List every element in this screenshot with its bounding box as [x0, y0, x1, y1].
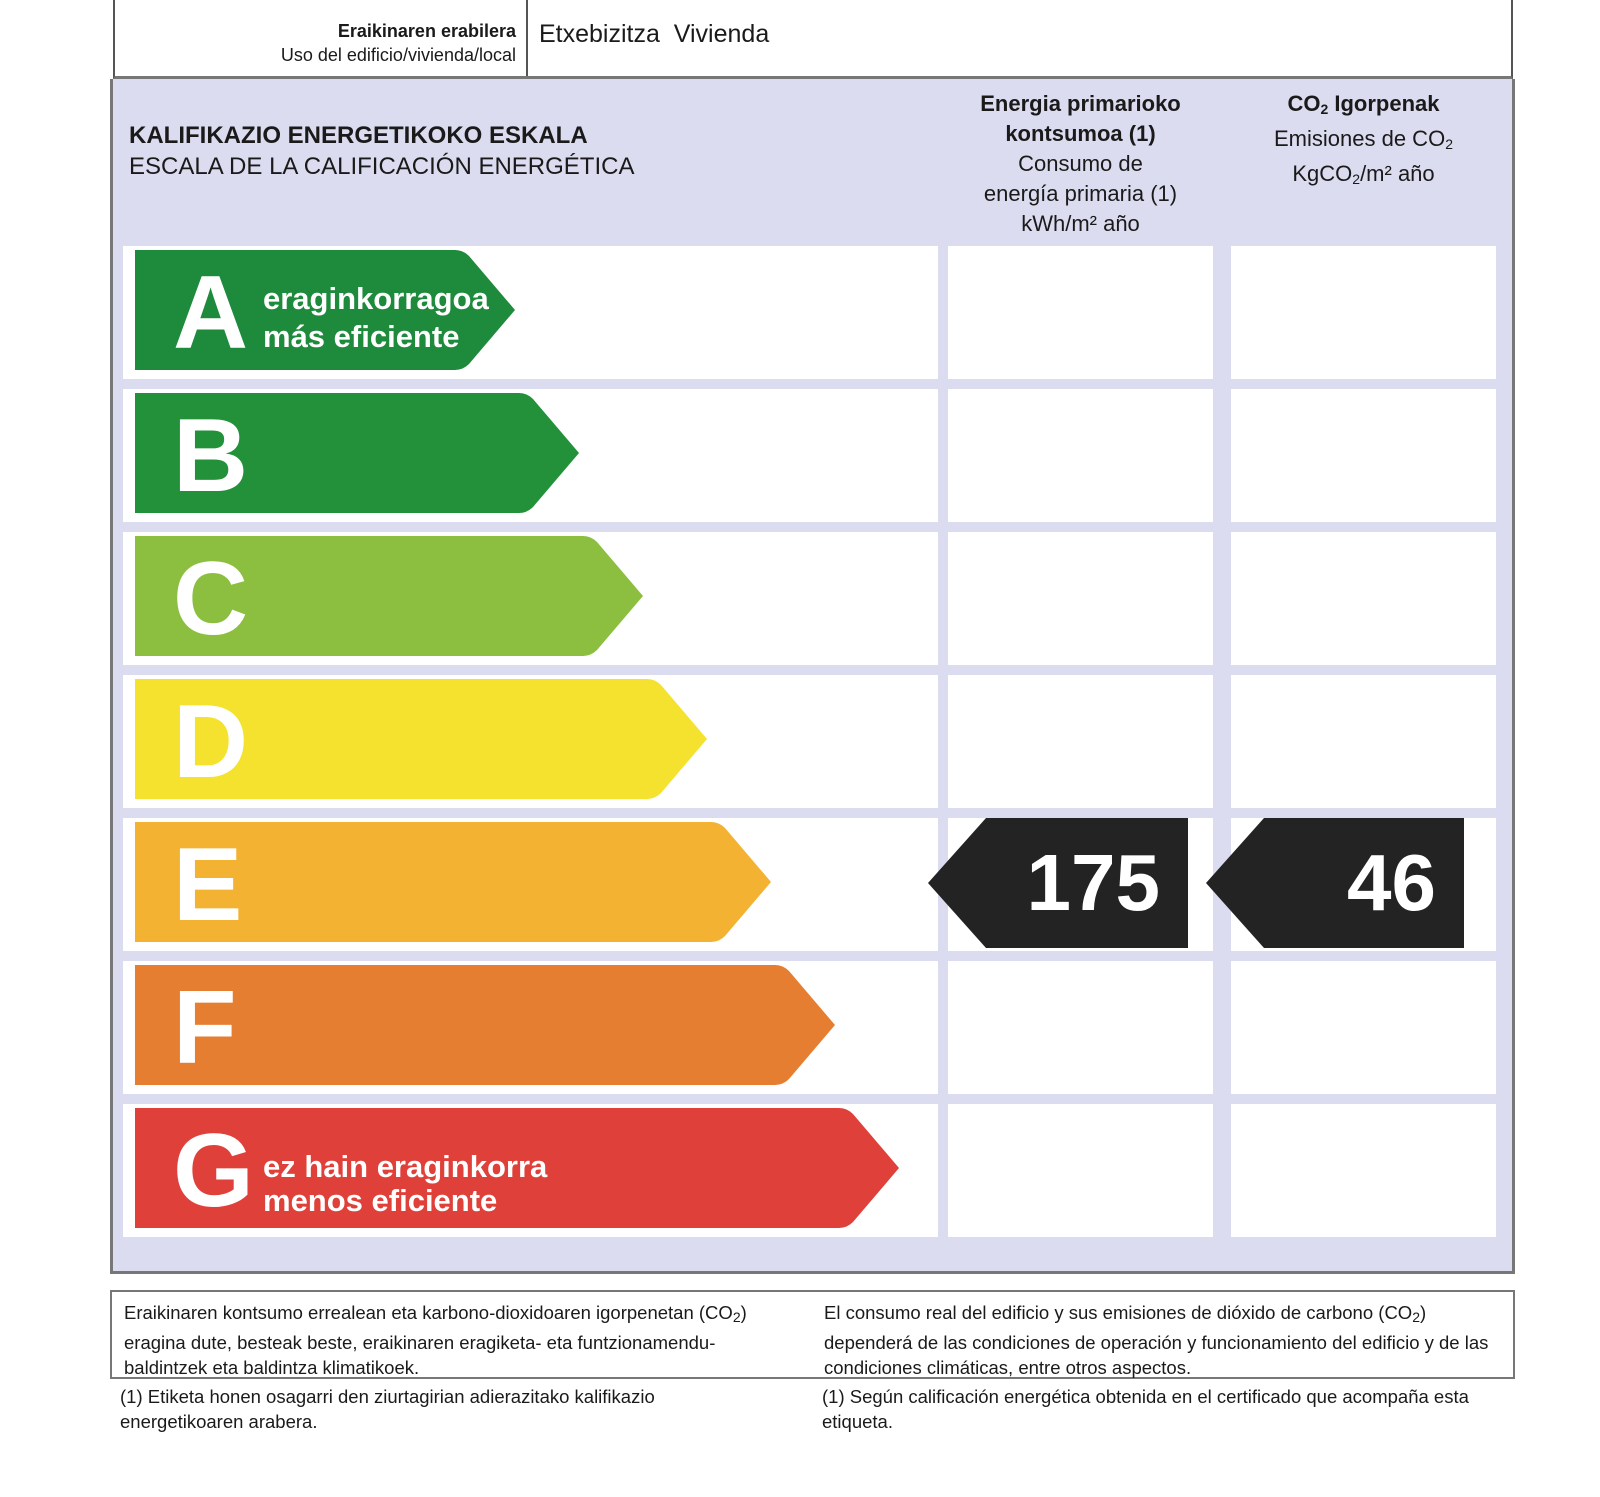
energy-cell-d — [948, 675, 1213, 808]
usage-label-eu: Eraikinaren erabilera — [337, 21, 516, 41]
energy-cell-g — [948, 1104, 1213, 1237]
note-eu-pre: Eraikinaren kontsumo errealean eta karbono-dioxidoaren igorpenetan (CO — [124, 1302, 733, 1323]
co2-header-line1-post: Igorpenak — [1328, 91, 1440, 116]
scale-title-es: ESCALA DE LA CALIFICACIÓN ENERGÉTICA — [129, 153, 635, 180]
rating-arrow-f — [135, 965, 835, 1090]
rating-row-b — [123, 389, 938, 522]
footnote-eu: (1) Etiketa honen osagarri den ziurtagirian adierazitako kalifikazio energetikoaren arabera. — [120, 1386, 655, 1432]
rating-text-eu: eraginkorragoa — [263, 281, 489, 316]
co2-cell-d — [1231, 675, 1496, 808]
energy-scale — [110, 79, 1515, 1274]
footnote-es: (1) Según calificación energética obtenida en el certificado que acompaña esta etiqueta. — [822, 1386, 1469, 1432]
energy-cell-a — [948, 246, 1213, 379]
energy-column-header — [938, 89, 1223, 239]
rating-arrow-c — [135, 536, 643, 661]
co2-header-line3-sub: 2 — [1352, 171, 1361, 187]
rating-text-eu: ez hain eraginkorra — [263, 1149, 548, 1184]
note-es-sub: 2 — [1412, 1309, 1420, 1325]
energy-header-line4: energía primaria (1) — [983, 181, 1178, 206]
rating-arrow-b — [135, 393, 579, 518]
usage-row — [113, 0, 1513, 79]
co2-column-header — [1221, 89, 1506, 194]
result-value: 175 — [1026, 838, 1160, 927]
energy-header-line1: Energia primarioko — [980, 91, 1181, 116]
co2-cell-f — [1231, 961, 1496, 1094]
co2-cell-c — [1231, 532, 1496, 665]
rating-letter: G — [173, 1113, 254, 1229]
co2-header-line3 — [1221, 159, 1506, 194]
rating-letter: C — [173, 541, 249, 657]
rating-arrow-d — [135, 679, 707, 804]
rating-text-es: más eficiente — [263, 319, 460, 354]
note-eu-post: ) eragina dute, besteak beste, eraikinaren eragiketa- eta funtzionamendu-baldintzek eta baldintza klimatikoek. — [124, 1302, 747, 1378]
energy-header-line2: kontsumoa (1) — [1005, 121, 1156, 146]
energy-cell-b — [948, 389, 1213, 522]
co2-cell-b — [1231, 389, 1496, 522]
co2-header-line1 — [1221, 89, 1506, 124]
co2-header-line1-sub: 2 — [1320, 101, 1329, 117]
rating-letter: D — [173, 684, 249, 800]
rating-letter: F — [173, 970, 237, 1086]
co2-cell-g — [1231, 1104, 1496, 1237]
rating-letter: A — [173, 255, 249, 371]
rating-row-d — [123, 675, 938, 808]
co2-header-line2-sub: 2 — [1445, 136, 1453, 152]
energy-header-line5: kWh/m² año — [1021, 211, 1140, 236]
rating-arrow-a — [135, 250, 515, 375]
rating-letter: E — [173, 827, 243, 943]
note-eu — [124, 1300, 764, 1380]
usage-label-es: Uso del edificio/vivienda/local — [280, 45, 516, 65]
co2-header-line2-pre: Emisiones de CO — [1274, 126, 1446, 151]
note-es-post: ) dependerá de las condiciones de operación y funcionamiento del edificio y de las condiciones climáticas, entre otros aspectos. — [824, 1302, 1489, 1378]
energy-result-badge — [928, 818, 1188, 951]
rating-text-es: menos eficiente — [263, 1183, 498, 1218]
rating-arrow-g — [135, 1108, 899, 1233]
co2-header-line3-post: /m² año — [1360, 161, 1435, 186]
rating-row-e — [123, 818, 938, 951]
scale-title-eu: KALIFIKAZIO ENERGETIKOKO ESKALA — [129, 122, 588, 149]
rating-row-g — [123, 1104, 938, 1237]
rating-row-a — [123, 246, 938, 379]
rating-row-f — [123, 961, 938, 1094]
co2-header-line3-pre: KgCO — [1292, 161, 1353, 186]
result-value: 46 — [1347, 838, 1436, 927]
co2-result-badge — [1206, 818, 1464, 951]
energy-cell-c — [948, 532, 1213, 665]
co2-header-line1-pre: CO — [1287, 91, 1321, 116]
usage-label-cell — [115, 0, 528, 76]
rating-letter: B — [173, 398, 249, 514]
usage-value: Etxebizitza Vivienda — [539, 20, 770, 48]
note-eu-sub: 2 — [732, 1309, 741, 1325]
note-es — [824, 1300, 1504, 1380]
notes-box — [110, 1290, 1515, 1379]
energy-header-line3: Consumo de — [1018, 151, 1143, 176]
energy-cell-f — [948, 961, 1213, 1094]
note-es-pre: El consumo real del edificio y sus emisiones de dióxido de carbono (CO — [824, 1302, 1413, 1323]
co2-header-line2 — [1221, 124, 1506, 159]
co2-cell-a — [1231, 246, 1496, 379]
rating-arrow-e — [135, 822, 771, 947]
rating-row-c — [123, 532, 938, 665]
